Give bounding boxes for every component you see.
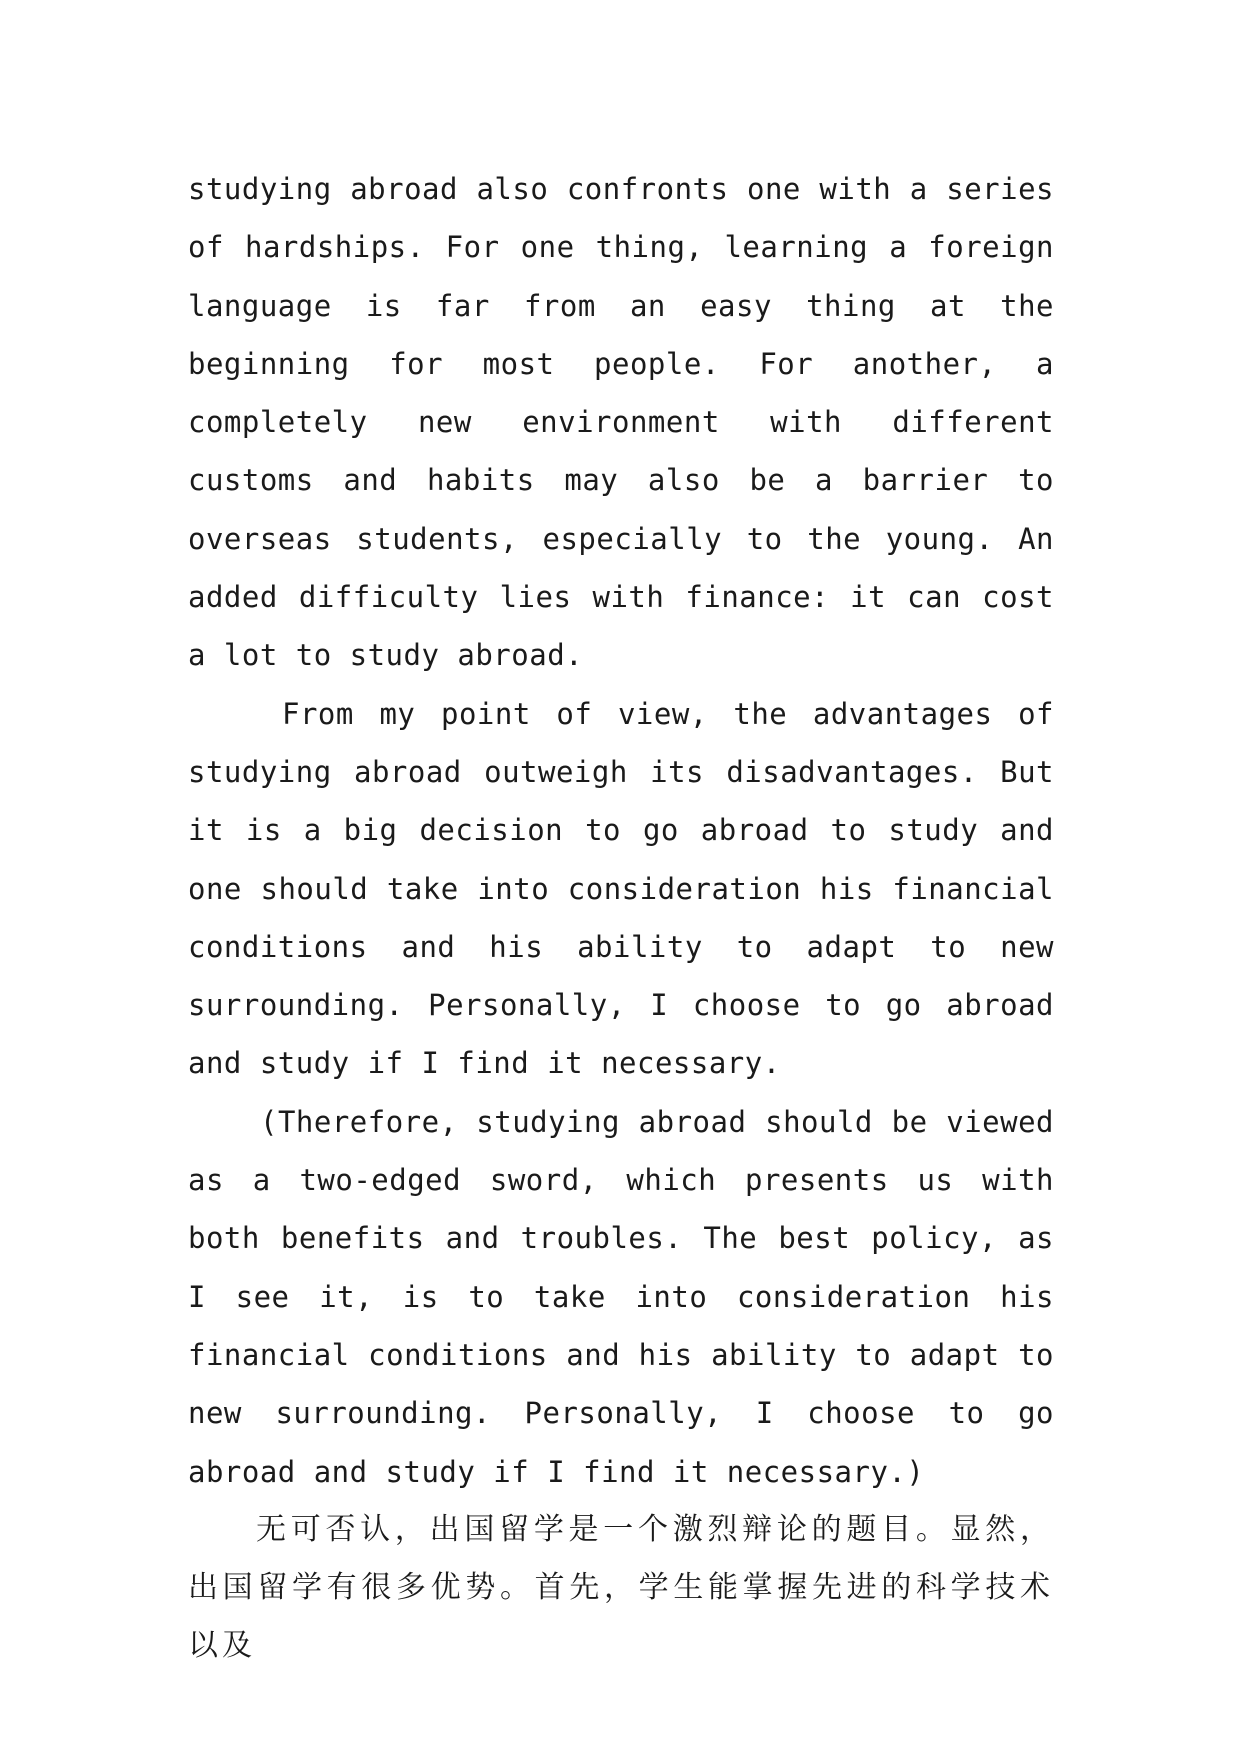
- paragraph-chinese-translation: 无可否认，出国留学是一个激烈辩论的题目。显然，出国留学有很多优势。首先，学生能掌握先进的科学技术以及: [188, 1511, 1054, 1664]
- paragraph-therefore: (Therefore, studying abroad should be viewed as a two-edged sword, which presents us with both benefits and troubles. The best policy, as I see it, is to take into consideration his financial conditions and his ability to adapt to new surrounding. Personally, I choose to go abroad and study if I find it necessary.): [188, 1104, 1054, 1489]
- paragraph-hardships: studying abroad also confronts one with a series of hardships. For one thing, learning a foreign language is far from an easy thing at the beginning for most people. For another, a completely new environment with different customs and habits may also be a barrier to overseas students, especially to the young. An added difficulty lies with finance: it can cost a lot to study abroad.: [188, 172, 1054, 673]
- paragraph-point-of-view: From my point of view, the advantages of studying abroad outweigh its disadvantages. But it is a big decision to go abroad to study and one should take into consideration his financial conditions and his ability to adapt to new surrounding. Personally, I choose to go abroad and study if I find it necessary.: [188, 696, 1054, 1081]
- document-page: [188, 160, 1054, 1676]
